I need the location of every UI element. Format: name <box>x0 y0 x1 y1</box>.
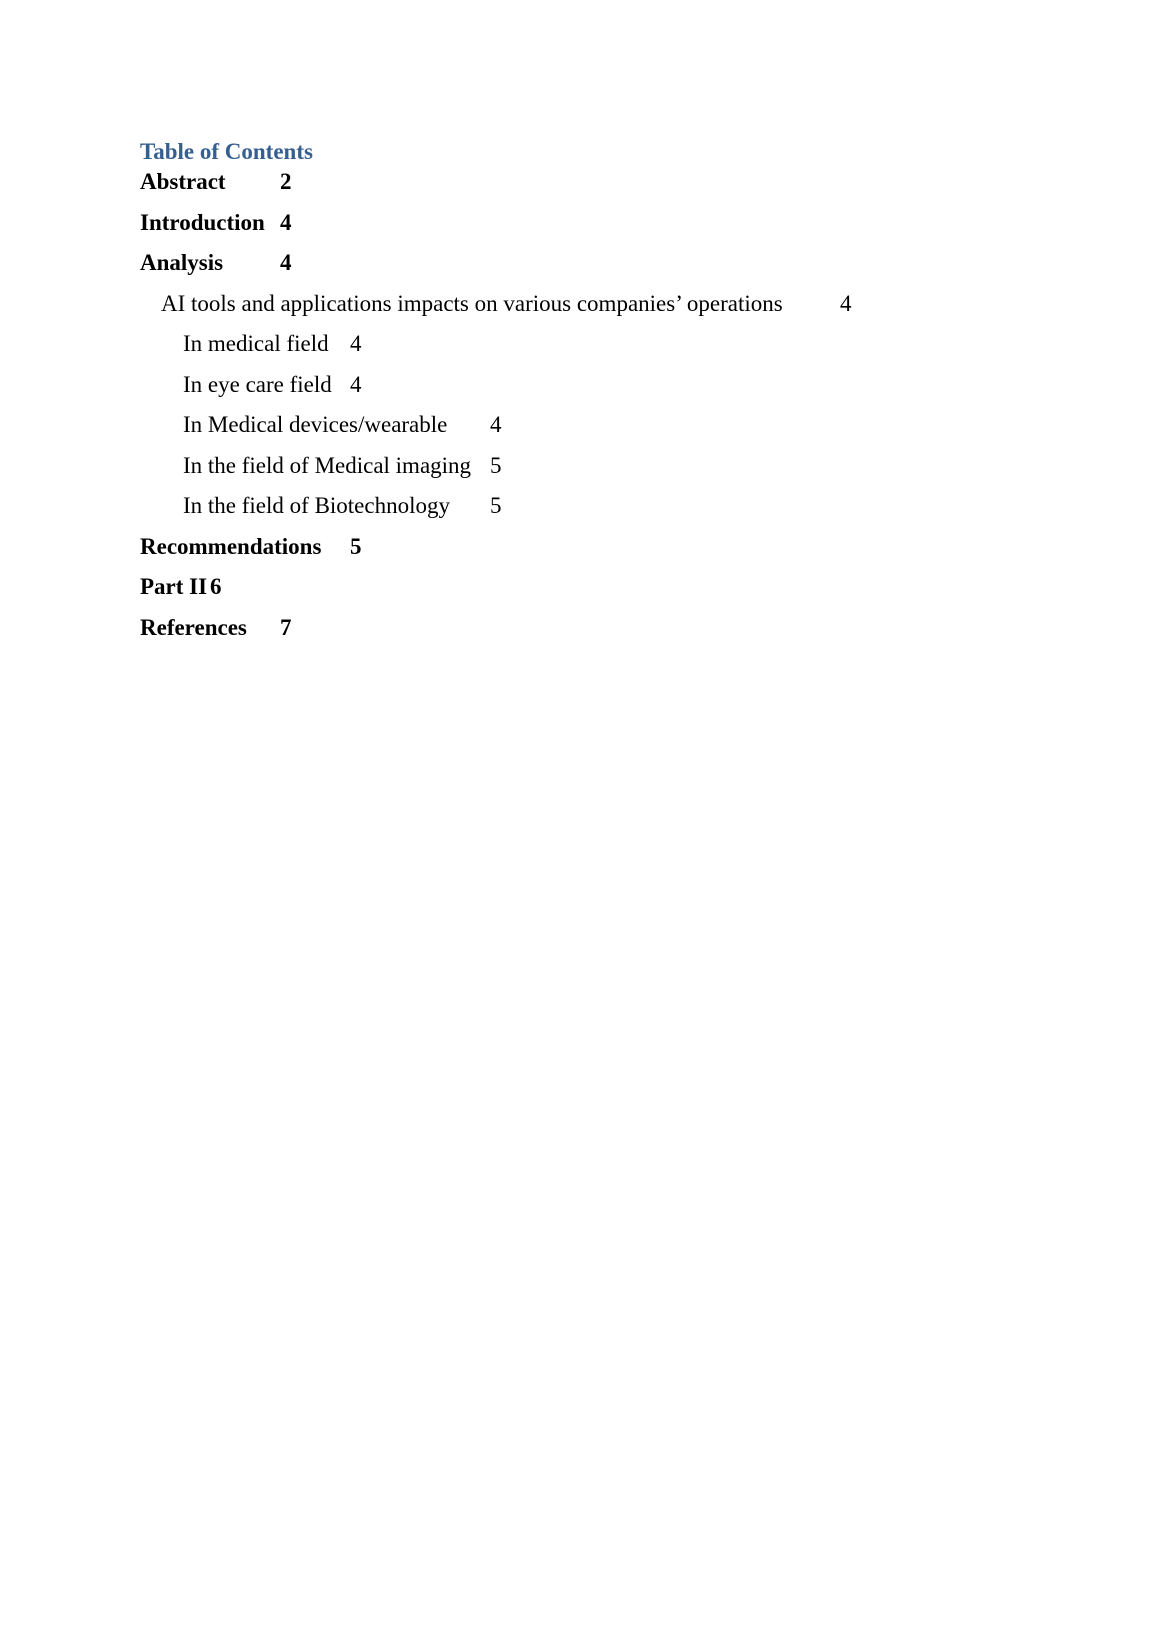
toc-entry-page-number: 7 <box>280 615 292 640</box>
toc-entry-label: In the field of Biotechnology <box>183 493 450 518</box>
toc-entry-page-number: 4 <box>280 250 292 275</box>
toc-entry-label: Abstract <box>140 169 226 194</box>
toc-entry-label: Part II <box>140 574 208 599</box>
toc-entry-page-number: 5 <box>490 453 502 478</box>
toc-entry-label: In Medical devices/wearable <box>183 412 448 437</box>
toc-entry-page-number: 2 <box>280 169 292 194</box>
toc-entry-page-number: 5 <box>490 493 502 518</box>
toc-entry-page-number: 4 <box>490 412 502 437</box>
toc-entry-label: References <box>140 615 247 640</box>
toc-entry-label: In the field of Medical imaging <box>183 453 472 478</box>
toc-entry-label: In eye care field <box>183 372 332 397</box>
toc-entry-label: Introduction <box>140 210 265 235</box>
toc-entry-page-number: 6 <box>210 574 222 599</box>
toc-entry-label: Analysis <box>140 250 224 275</box>
toc-entry-label: In medical field <box>183 331 329 356</box>
toc-entry-label: Recommendations <box>140 534 322 559</box>
toc-entry-label: AI tools and applications impacts on various companies’ operations <box>161 291 783 316</box>
toc-title: Table of Contents <box>140 139 313 164</box>
toc-entry-page-number: 5 <box>350 534 362 559</box>
toc-entry-page-number: 4 <box>350 331 362 356</box>
toc-entry-page-number: 4 <box>840 291 852 316</box>
toc-entry-page-number: 4 <box>280 210 292 235</box>
toc-entry-page-number: 4 <box>350 372 362 397</box>
